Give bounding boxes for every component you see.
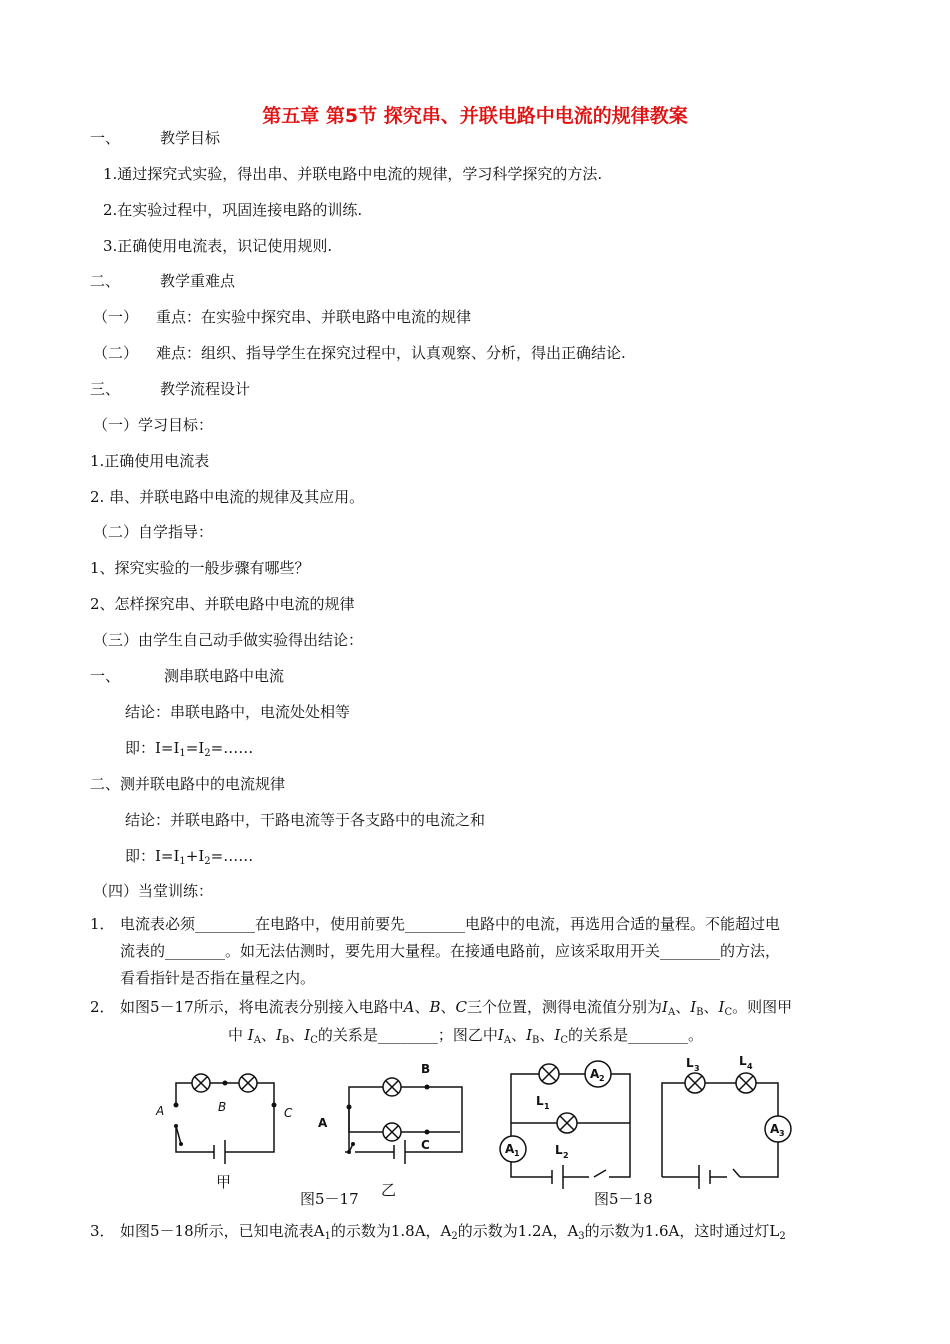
section-3-title: 教学流程设计 [160, 380, 251, 398]
jia-point-b-label: B [218, 1100, 227, 1114]
q2-current-symbol: I [718, 998, 725, 1016]
formula-parallel-sub: 2 [204, 856, 211, 867]
q2-sub: A [503, 1035, 512, 1046]
ammeter-a2-letter: A [590, 1067, 600, 1081]
lamp-l1-letter: L [536, 1094, 544, 1108]
self-study-heading: （二）自学指导： [93, 523, 214, 541]
q2-sub: B [696, 1007, 704, 1018]
formula-series-part: =I [185, 739, 205, 757]
formula-series-part: 即：I=I [125, 739, 180, 757]
section-1-num: 一、 [90, 129, 121, 147]
q2-text: 如图5－17所示，将电流表分别接入电路中 [120, 998, 404, 1016]
formula-series [125, 738, 253, 764]
experiment-heading: （三）由学生自己动手做实验得出结论： [93, 631, 364, 649]
figure-5-18-caption: 图5－18 [594, 1190, 653, 1208]
page-title: 第五章 第5节 探究串、并联电路中电流的规律教案 [262, 105, 688, 127]
section-2-num: 二、 [90, 272, 121, 290]
self-study-q2: 2、怎样探究串、并联电路中电流的规律 [90, 595, 355, 613]
q2-sub: B [281, 1035, 290, 1046]
difficult-point-text: 难点：组织、指导学生在探究过程中，认真观察、分析，得出正确结论. [156, 344, 626, 362]
lamp-l4-sub: 4 [747, 1062, 753, 1071]
question-2-num: 2． [90, 998, 115, 1016]
formula-parallel [125, 846, 253, 872]
yi-point-c-label: C [421, 1138, 430, 1152]
q3-sub: 2 [779, 1231, 786, 1242]
formula-parallel-part: =…… [210, 847, 254, 865]
self-study-q1: 1、探究实验的一般步骤有哪些？ [90, 559, 310, 577]
q3-text: 如图5－18所示，已知电流表A [120, 1222, 325, 1240]
section-3-num: 三、 [90, 380, 121, 398]
q2-current-symbol: I [526, 1026, 533, 1044]
lamp-l3-sub: 3 [694, 1064, 700, 1073]
ammeter-a3-letter: A [770, 1122, 780, 1136]
q2-text: 的关系是________。 [568, 1026, 704, 1044]
figure-5-17-caption: 图5－17 [300, 1190, 359, 1208]
question-1-num: 1． [90, 915, 115, 933]
key-point [93, 307, 471, 327]
question-2-line-2: 中 $I_A$、$I_B$、$I_C$的关系是________；图乙中$I_A$、$I_B$、$I_C$的关系是________。 [228, 1026, 704, 1046]
formula-parallel-sub: 1 [179, 856, 186, 867]
q2-current-symbol: I [247, 1026, 254, 1044]
jia-label: 甲 [216, 1173, 232, 1191]
yi-point-b-label: B [421, 1062, 431, 1076]
q2-current-symbol: I [662, 998, 668, 1016]
yi-label: 乙 [381, 1181, 397, 1199]
ammeter-a2-sub: 2 [599, 1074, 605, 1083]
experiment-1-heading [90, 666, 284, 686]
q3-text: 的示数为1.6A，这时通过灯L [584, 1222, 780, 1240]
formula-parallel-part: +I [185, 847, 205, 865]
formula-series-sub: 1 [179, 748, 186, 759]
lamp-l1-sub: 1 [544, 1102, 550, 1111]
circuit-jia [176, 1074, 274, 1164]
practice-heading: （四）当堂训练： [93, 882, 214, 900]
conclusion-parallel: 结论：并联电路中，干路电流等于各支路中的电流之和 [125, 811, 486, 829]
learning-goal-1: 1.正确使用电流表 [90, 452, 210, 470]
question-3-num: 3． [90, 1222, 115, 1240]
q2-current-symbol: I [304, 1026, 311, 1044]
circuit-yi [345, 1078, 462, 1164]
q2-point-label: B [429, 998, 441, 1016]
circuit-figures [0, 1050, 950, 1215]
goal-1: 1.通过探究式实验，得出串、并联电路中电流的规律，学习科学探究的方法. [103, 165, 603, 183]
ammeter-a1-sub: 1 [514, 1149, 520, 1158]
question-3-line-1 [120, 1221, 786, 1247]
jia-point-a-label: A [156, 1104, 165, 1118]
goal-3: 3.正确使用电流表，识记使用规则. [103, 237, 333, 255]
jia-point-c-label: C [284, 1106, 293, 1120]
ammeter-a1-letter: A [505, 1142, 515, 1156]
formula-parallel-part: 即：I=I [125, 847, 180, 865]
yi-point-a-label: A [318, 1116, 328, 1130]
q2-point-label: A [403, 998, 415, 1016]
question-1-line-1: 电流表必须________在电路中，使用前要先________电路中的电流，再选用合适的量程。不能超过电 [120, 915, 781, 933]
learning-goals-heading: （一）学习目标： [93, 416, 214, 434]
q2-sub: C [310, 1035, 318, 1046]
q3-sub: 1 [324, 1231, 331, 1242]
goal-2: 2.在实验过程中，巩固连接电路的训练. [103, 201, 363, 219]
experiment-2-heading: 二、测并联电路中的电流规律 [90, 775, 286, 793]
formula-series-part: =…… [210, 739, 254, 757]
q3-sub: 2 [451, 1231, 458, 1242]
q2-text: 中 [228, 1026, 244, 1044]
q2-text: 的关系是________；图乙中 [317, 1026, 498, 1044]
q2-sub: C [724, 1007, 733, 1018]
q3-text: 的示数为1.2A，A [457, 1222, 579, 1240]
difficult-point [93, 343, 626, 363]
section-2-heading [90, 271, 235, 291]
experiment-1-num: 一、 [90, 667, 121, 685]
conclusion-series: 结论：串联电路中，电流处处相等 [125, 703, 351, 721]
experiment-1-title: 测串联电路中电流 [164, 667, 285, 685]
circuit-fig-5-18-left [500, 1061, 630, 1189]
key-point-num: （一） [93, 308, 139, 326]
q2-sub: A [253, 1035, 261, 1046]
q2-current-symbol: I [690, 998, 697, 1016]
q2-sub: A [667, 1007, 676, 1018]
q3-text: 的示数为1.8A，A [330, 1222, 452, 1240]
q2-current-symbol: I [497, 1026, 504, 1044]
lamp-l3-letter: L [686, 1056, 694, 1070]
learning-goal-2: 2. 串、并联电路中电流的规律及其应用。 [90, 488, 365, 506]
section-1-title: 教学目标 [160, 129, 221, 147]
difficult-point-num: （二） [93, 344, 139, 362]
lamp-l4-letter: L [739, 1054, 747, 1068]
question-1-line-3: 看看指针是否指在量程之内。 [120, 969, 316, 987]
lamp-l2-letter: L [555, 1143, 563, 1157]
question-2-line-1: 如图5－17所示，将电流表分别接入电路中A、B、C三个位置，测得电流值分别为$I_A$、$I_B$、$I_C$。则图甲 [120, 998, 793, 1018]
key-point-text: 重点：在实验中探究串、并联电路中电流的规律 [156, 308, 472, 326]
ammeter-a3-sub: 3 [779, 1129, 785, 1138]
lamp-l2-sub: 2 [563, 1151, 569, 1160]
q2-current-symbol: I [554, 1026, 561, 1044]
q2-sub: B [532, 1035, 540, 1046]
q2-point-label: C [455, 998, 468, 1016]
q2-current-symbol: I [275, 1026, 282, 1044]
formula-series-sub: 2 [204, 748, 211, 759]
section-3-heading [90, 379, 250, 399]
section-2-title: 教学重难点 [160, 272, 236, 290]
q2-text: 三个位置，测得电流值分别为 [467, 998, 663, 1016]
section-1-heading [90, 128, 220, 148]
q2-sub: C [560, 1035, 568, 1046]
q2-text: 。则图甲 [732, 998, 793, 1016]
question-1-line-2: 流表的________。如无法估测时，要先用大量程。在接通电路前，应该采取用开关________的方法， [120, 942, 781, 960]
q3-sub: 3 [578, 1231, 585, 1242]
